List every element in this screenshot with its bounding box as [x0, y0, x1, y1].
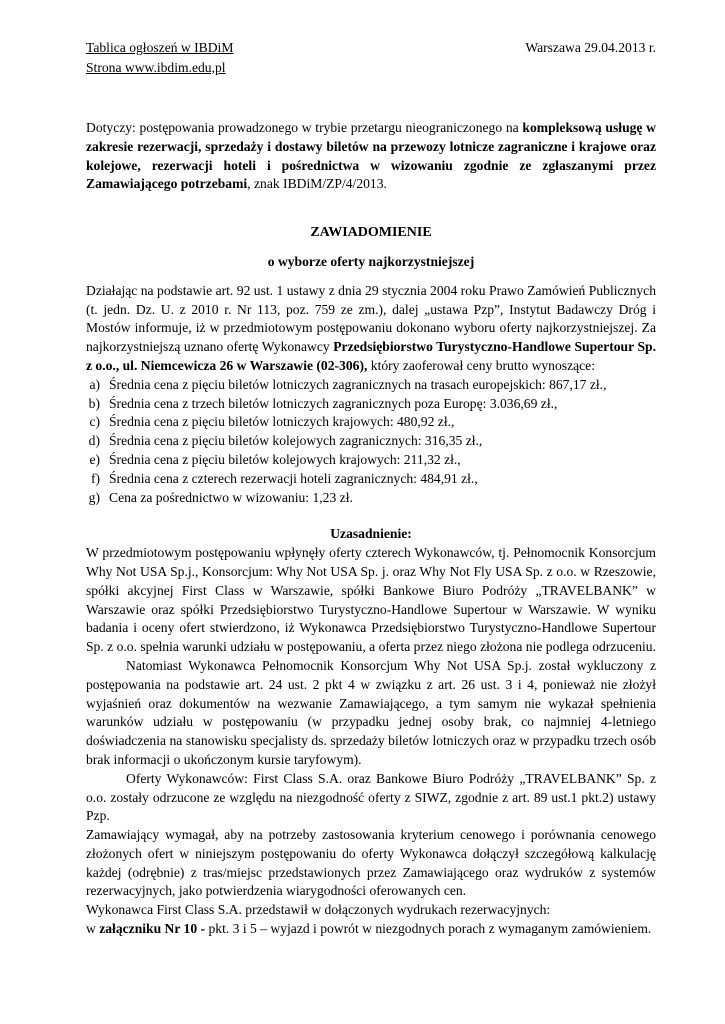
- list-item: [86, 489, 656, 508]
- item-text: Średnia cena z pięciu biletów kolejowych zagranicznych: 316,35 zł.,: [109, 433, 483, 449]
- item-letter: a): [89, 376, 100, 392]
- item-text: Średnia cena z czterech rezerwacji hoteli zagranicznych: 484,91 zł.,: [109, 470, 478, 486]
- document-title: ZAWIADOMIENIE: [310, 225, 432, 241]
- subject-bold: kompleksową usługę w zakresie rezerwacji, sprzedaży i dostawy biletów na przewozy lotnicze zagraniczne i krajowe oraz kolejowe, rezerwacji hoteli i pośrednictwa w wizowaniu zgodnie ze zgłaszanymi przez Zamawiającego potrzebami: [86, 120, 656, 192]
- para6-post: pkt. 3 i 5 – wyjazd i powrót w niezgodnych porach z wymaganym zamówieniem.: [205, 921, 652, 937]
- board-line: Tablica ogłoszeń w IBDiM: [86, 40, 234, 55]
- justification-paragraph-2: Natomiast Wykonawca Pełnomocnik Konsorcjum Why Not USA Sp.j. został wykluczony z postępowania na podstawie art. 24 ust. 2 pkt 4 w związku z art. 26 ust. 3 i 4, ponieważ nie złożył wyjaśnień oraz dokumentów na wezwanie Zamawiającego, a tym samym nie wykazał spełnienia warunków udziału w postępowaniu (w przypadku jednej osoby brak, co najmniej 4-letniego doświadczenia na stanowisku specjalisty ds. sprzedaży biletów lotniczych oraz w przypadku trzech osób brak informacji o ukończonym kursie taryfowym).: [86, 657, 656, 767]
- item-letter: g): [88, 489, 100, 505]
- price-list: [86, 376, 656, 508]
- subject-pre: Dotyczy: postępowania prowadzonego w trybie przetargu nieograniczonego na: [86, 120, 523, 135]
- document-subtitle: o wyborze oferty najkorzystniejszej: [267, 253, 475, 269]
- item-letter: b): [88, 395, 100, 411]
- intro-pre: Działając na podstawie art. 92 ust. 1 ustawy z dnia 29 stycznia 2004 roku Prawo Zamówień Publicznych (t. jedn. Dz. U. z 2010 r. Nr 113, poz. 759 ze zm.), dalej „ustawa Pzp”, Instytut Badawczy Dróg i Mostów informuje, iż w przedmiotowym postępowaniu dokonano wyboru oferty najkorzystniejszej. Za najkorzystniejszą uznano ofertę Wykonawcy: [86, 282, 656, 355]
- item-letter: d): [88, 433, 100, 449]
- justification-heading: Uzasadnienie:: [330, 526, 412, 542]
- site-line: Strona www.ibdim.edu,pl: [86, 60, 226, 75]
- list-item: [86, 395, 656, 414]
- list-item: [86, 470, 656, 489]
- item-text: Średnia cena z pięciu biletów kolejowych krajowych: 211,32 zł.,: [109, 451, 461, 467]
- intro-post: który zaoferował ceny brutto wynoszące:: [367, 357, 595, 373]
- list-item: [86, 376, 656, 395]
- document-page: [86, 39, 656, 939]
- item-text: Średnia cena z trzech biletów lotniczych zagranicznych poza Europę: 3.036,69 zł.,: [109, 395, 558, 411]
- item-letter: c): [89, 414, 100, 430]
- intro-paragraph: [86, 282, 656, 376]
- list-item: [86, 451, 656, 470]
- item-text: Cena za pośrednictwo w wizowaniu: 1,23 zł.: [109, 489, 353, 505]
- justification-paragraph-4: Zamawiający wymagał, aby na potrzeby zastosowania kryterium cenowego i porównania cenowego złożonych ofert w niniejszym postępowaniu do oferty Wykonawca dołączył szczegółową kalkulację każdej (odrębnie) z tras/miejsc przedstawionych przez Zamawiającego oraz wydruków z systemów rezerwacyjnych, jako potwierdzenia wiarygodności oferowanych cen.: [86, 827, 656, 899]
- list-item: [86, 432, 656, 451]
- item-letter: f): [90, 470, 100, 486]
- justification-paragraph-1: W przedmiotowym postępowaniu wpłynęły oferty czterech Wykonawców, tj. Pełnomocnik Konsorcjum Why Not USA Sp.j., Konsorcjum: Why Not USA Sp. j. oraz Why Not Fly USA Sp. z o.o. w Rzeszowie, spółki akcyjnej First Class w Warszawie, spółki Bankowe Biuro Podróży „TRAVELBANK” w Warszawie oraz spółki Przedsiębiorstwo Turystyczno-Handlowe Supertour w Warszawie. W wyniku badania i oceny ofert stwierdzono, iż Wykonawca Przedsiębiorstwo Turystyczno-Handlowe Supertour Sp. z o.o. spełnia warunki udziału w postępowaniu, a oferta przez niego złożona nie podlega odrzuceniu.: [86, 545, 656, 655]
- subject-paragraph: [86, 119, 656, 194]
- justification-paragraph-5: Wykonawca First Class S.A. przedstawił w dołączonych wydrukach rezerwacyjnych:: [86, 902, 551, 918]
- justification-paragraph-6: [86, 920, 656, 939]
- item-text: Średnia cena z pięciu biletów lotniczych zagranicznych na trasach europejskich: 867,17 zł.,: [109, 376, 607, 392]
- header: [86, 39, 656, 79]
- intro-bold: Przedsiębiorstwo Turystyczno-Handlowe Supertour Sp. z o.o., ul. Niemcewicza 26 w Warszawie (02-306),: [86, 339, 656, 373]
- item-text: Średnia cena z pięciu biletów lotniczych krajowych: 480,92 zł.,: [109, 414, 455, 430]
- item-letter: e): [89, 451, 100, 467]
- justification-paragraph-3: Oferty Wykonawców: First Class S.A. oraz Bankowe Biuro Podróży „TRAVELBANK” Sp. z o.o. zostały odrzucone ze względu na niezgodność oferty z SIWZ, zgodnie z art. 89 ust.1 pkt.2) ustawy Pzp.: [86, 770, 656, 824]
- para6-bold: załączniku Nr 10 -: [99, 921, 206, 937]
- para6-pre: w: [86, 921, 100, 937]
- date-line: Warszawa 29.04.2013 r.: [525, 40, 656, 55]
- list-item: [86, 413, 656, 432]
- subject-post: , znak IBDiM/ZP/4/2013.: [247, 176, 387, 192]
